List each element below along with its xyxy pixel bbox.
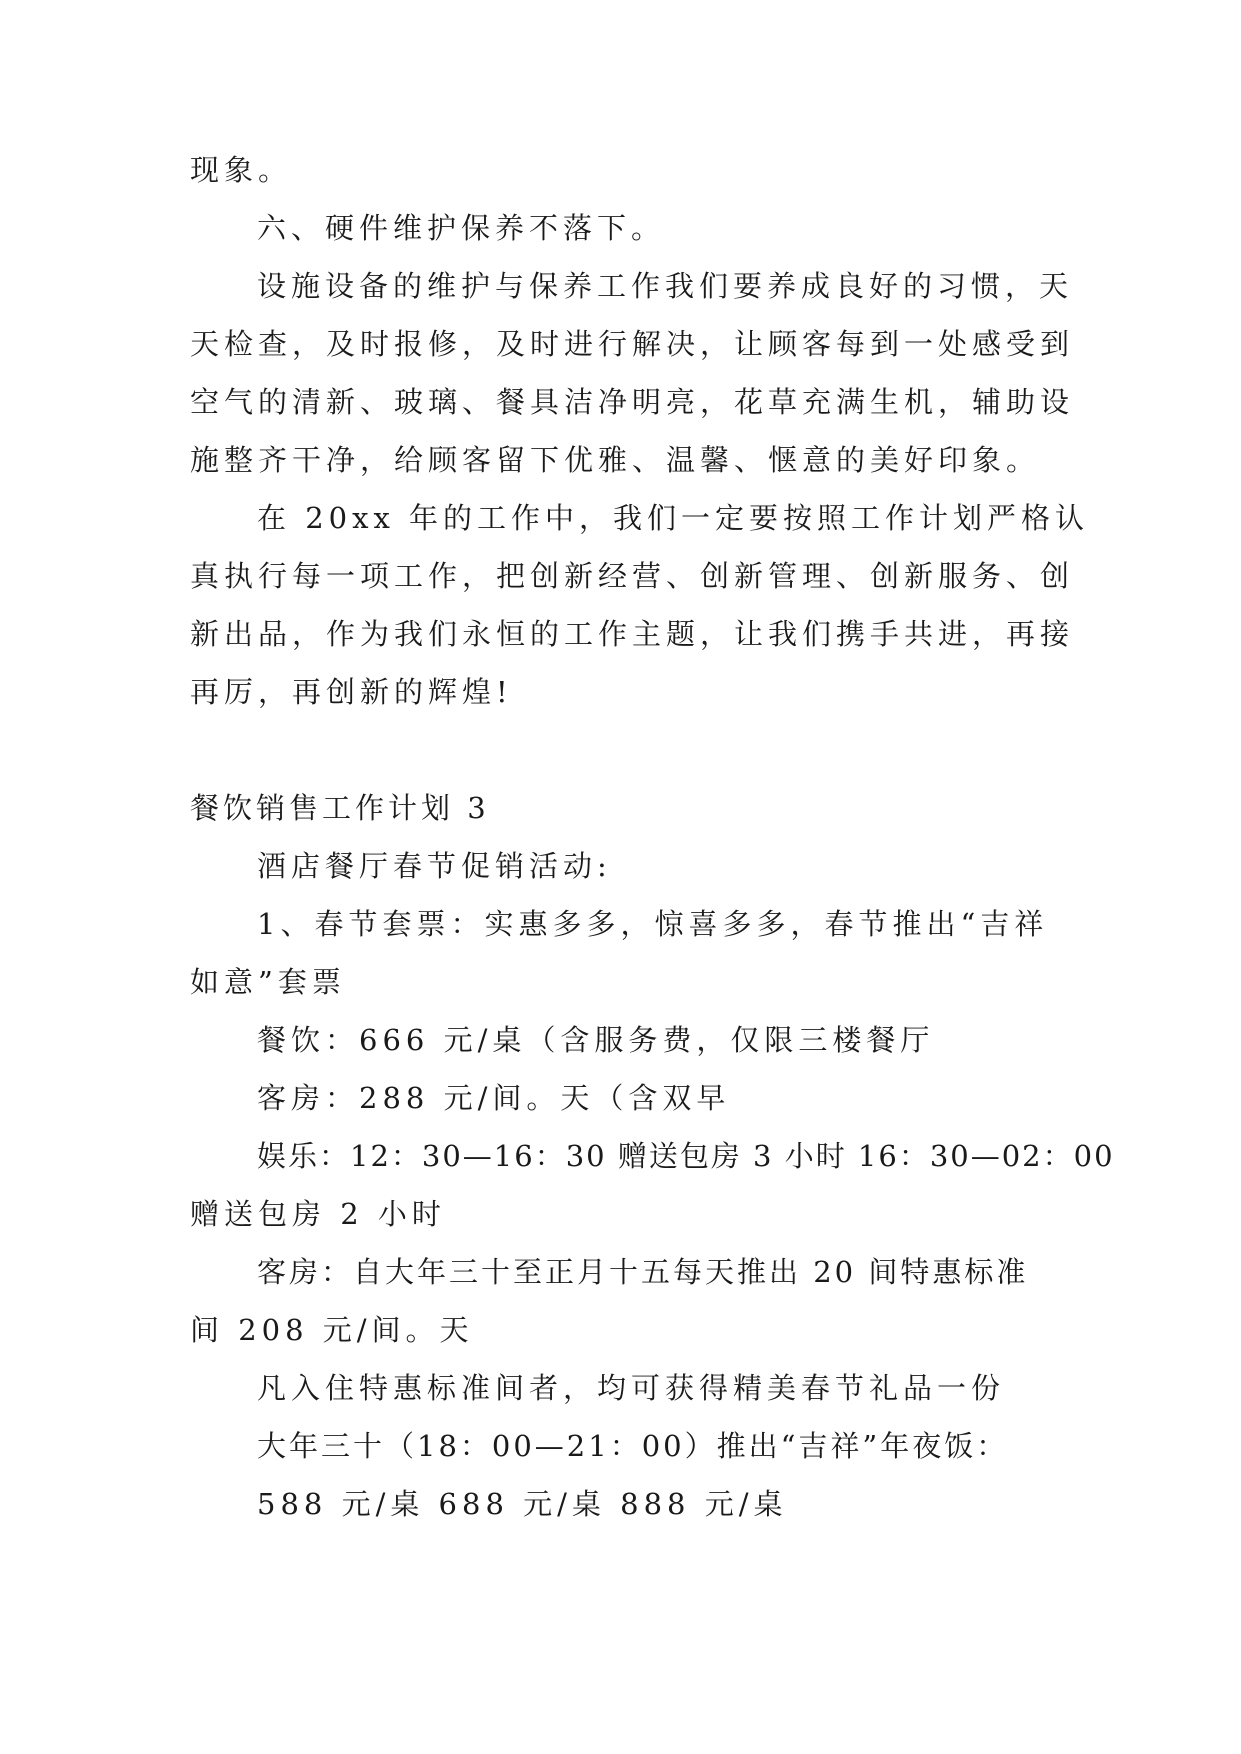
paragraph-line: 空气的清新、玻璃、餐具洁净明亮，花草充满生机，辅助设 [190,385,1075,419]
paragraph-line: 餐饮：666 元/桌（含服务费，仅限三楼餐厅 [257,1023,935,1057]
paragraph-line: 设施设备的维护与保养工作我们要养成良好的习惯，天 [257,269,1074,303]
paragraph-line: 588 元/桌 688 元/桌 888 元/桌 [257,1487,788,1521]
paragraph-line: 大年三十（18：00—21：00）推出“吉祥”年夜饭： [257,1429,1009,1463]
paragraph-line: 天检查，及时报修，及时进行解决，让顾客每到一处感受到 [190,327,1075,361]
paragraph-line: 凡入住特惠标准间者，均可获得精美春节礼品一份 [257,1371,1006,1405]
paragraph-line: 酒店餐厅春节促销活动: [257,849,612,883]
paragraph-line: 1、春节套票：实惠多多，惊喜多多，春节推出“吉祥 [257,907,1049,941]
paragraph-line: 客房：自大年三十至正月十五每天推出 20 间特惠标准 [257,1255,1029,1289]
section-title: 餐饮销售工作计划 3 [190,791,490,825]
paragraph-line: 赠送包房 2 小时 [190,1197,446,1231]
paragraph-line: 娱乐：12：30—16：30 赠送包房 3 小时 16：30—02：00 [257,1139,1115,1173]
paragraph-line: 现象。 [190,153,293,187]
paragraph-line: 真执行每一项工作，把创新经营、创新管理、创新服务、创 [190,559,1075,593]
paragraph-line: 在 20xx 年的工作中，我们一定要按照工作计划严格认 [257,501,1090,535]
paragraph-line: 再厉，再创新的辉煌! [190,675,513,709]
paragraph-line: 施整齐干净，给顾客留下优雅、温馨、惬意的美好印象。 [190,443,1041,477]
paragraph-line: 新出品，作为我们永恒的工作主题，让我们携手共进，再接 [190,617,1075,651]
paragraph-line: 间 208 元/间。天 [190,1313,474,1347]
paragraph-line: 如意”套票 [190,965,346,999]
paragraph-line: 客房：288 元/间。天（含双早 [257,1081,731,1115]
section-heading-hardware: 六、硬件维护保养不落下。 [257,211,666,245]
